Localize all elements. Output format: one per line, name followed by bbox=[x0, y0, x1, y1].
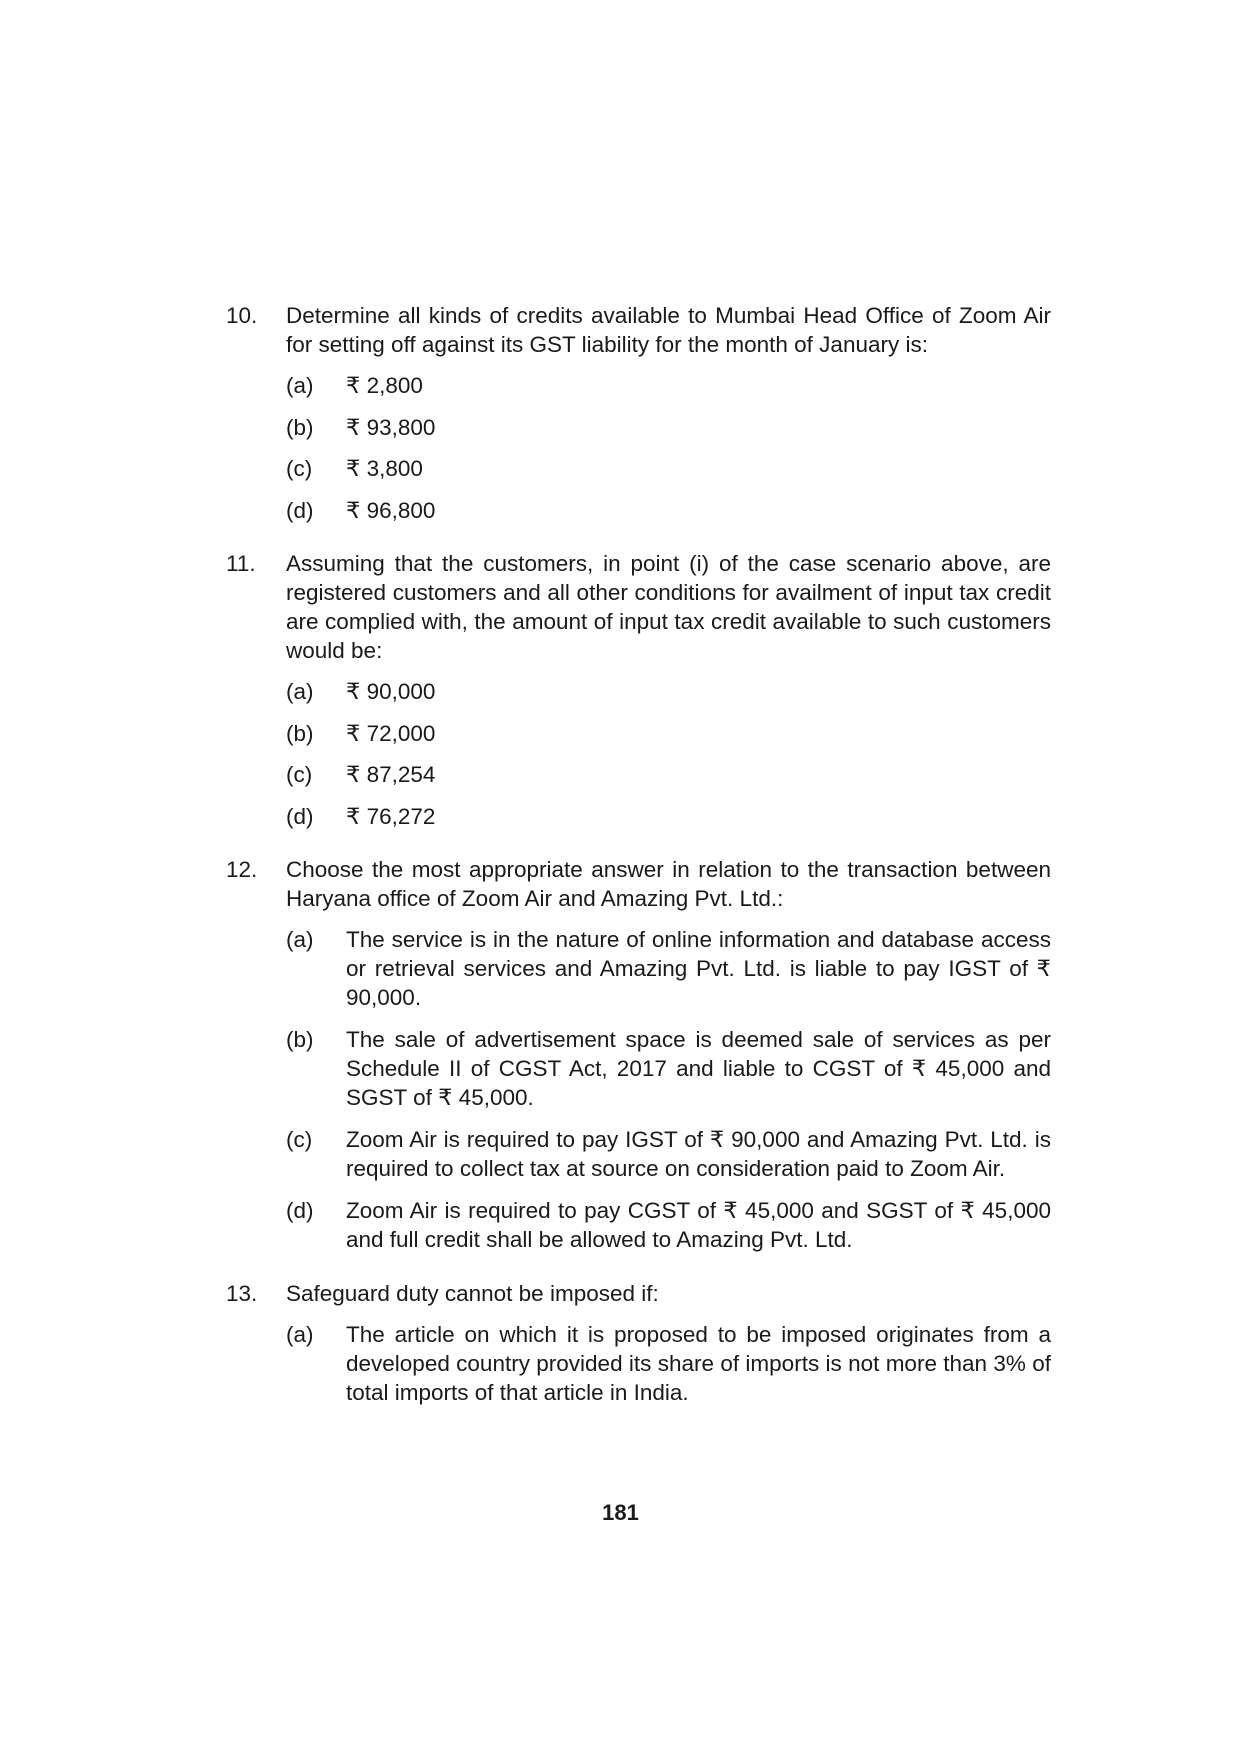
option-text: ₹ 3,800 bbox=[346, 456, 423, 481]
option-b bbox=[286, 1025, 1051, 1112]
question-number: 10. bbox=[226, 303, 258, 328]
option-label: (a) bbox=[286, 679, 314, 704]
option-text: ₹ 90,000 bbox=[346, 679, 436, 704]
question-text: Choose the most appropriate answer in relation to the transaction between Haryana office of Zoom Air and Amazing Pvt. Ltd.: bbox=[286, 857, 1051, 911]
option-label: (a) bbox=[286, 373, 314, 398]
question-11 bbox=[226, 549, 1051, 843]
question-10 bbox=[226, 301, 1051, 537]
option-d bbox=[286, 1196, 1051, 1254]
option-label: (b) bbox=[286, 1027, 314, 1052]
option-text: The article on which it is proposed to be imposed originates from a developed country provided its share of imports is not more than 3% of total imports of that article in India. bbox=[346, 1322, 1051, 1405]
question-number: 12. bbox=[226, 857, 258, 882]
question-body bbox=[286, 301, 1051, 537]
option-a bbox=[286, 1320, 1051, 1407]
question-13 bbox=[226, 1279, 1051, 1420]
question-text: Assuming that the customers, in point (i) of the case scenario above, are registered customers and all other conditions for availment of input tax credit are complied with, the amount of input tax credit available to such customers would be: bbox=[286, 551, 1051, 663]
option-label: (a) bbox=[286, 1322, 314, 1347]
option-text: The sale of advertisement space is deemed sale of services as per Schedule II of CGST Act, 2017 and liable to CGST of ₹ 45,000 and SGST of ₹ 45,000. bbox=[346, 1027, 1051, 1110]
option-label: (c) bbox=[286, 1127, 313, 1152]
option-label: (b) bbox=[286, 720, 314, 746]
option-a bbox=[286, 925, 1051, 1012]
option-a bbox=[286, 677, 1051, 706]
option-c bbox=[286, 1125, 1051, 1183]
question-body bbox=[286, 1279, 1051, 1420]
option-label: (c) bbox=[286, 456, 313, 481]
option-label: (d) bbox=[286, 1198, 314, 1223]
question-list bbox=[226, 301, 1051, 1432]
option-text: Zoom Air is required to pay CGST of ₹ 45,000 and SGST of ₹ 45,000 and full credit shall be allowed to Amazing Pvt. Ltd. bbox=[346, 1198, 1051, 1252]
option-label: (d) bbox=[286, 497, 314, 523]
option-text: ₹ 87,254 bbox=[346, 762, 436, 787]
option-text: ₹ 96,800 bbox=[346, 497, 436, 523]
option-b bbox=[286, 719, 1051, 748]
question-body bbox=[286, 549, 1051, 843]
question-number: 11. bbox=[226, 551, 256, 576]
option-text: The service is in the nature of online information and database access or retrieval services and Amazing Pvt. Ltd. is liable to pay IGST of ₹ 90,000. bbox=[346, 927, 1051, 1010]
question-body bbox=[286, 855, 1051, 1267]
question-number: 13. bbox=[226, 1281, 258, 1306]
option-text: Zoom Air is required to pay IGST of ₹ 90,000 and Amazing Pvt. Ltd. is required to collect tax at source on consideration paid to Zoom Air. bbox=[346, 1127, 1051, 1181]
question-12 bbox=[226, 855, 1051, 1267]
question-text: Determine all kinds of credits available to Mumbai Head Office of Zoom Air for setting off against its GST liability for the month of January is: bbox=[286, 303, 1051, 357]
page-number: 181 bbox=[602, 1500, 639, 1525]
option-text: ₹ 93,800 bbox=[346, 414, 436, 440]
option-d bbox=[286, 496, 1051, 525]
option-b bbox=[286, 413, 1051, 442]
option-c bbox=[286, 760, 1051, 789]
option-c bbox=[286, 454, 1051, 483]
option-d bbox=[286, 802, 1051, 831]
option-text: ₹ 2,800 bbox=[346, 373, 423, 398]
option-a bbox=[286, 371, 1051, 400]
option-label: (d) bbox=[286, 803, 314, 829]
option-label: (a) bbox=[286, 927, 314, 952]
option-text: ₹ 72,000 bbox=[346, 720, 436, 746]
option-label: (c) bbox=[286, 762, 313, 787]
question-text: Safeguard duty cannot be imposed if: bbox=[286, 1281, 659, 1306]
option-text: ₹ 76,272 bbox=[346, 803, 436, 829]
option-label: (b) bbox=[286, 414, 314, 440]
